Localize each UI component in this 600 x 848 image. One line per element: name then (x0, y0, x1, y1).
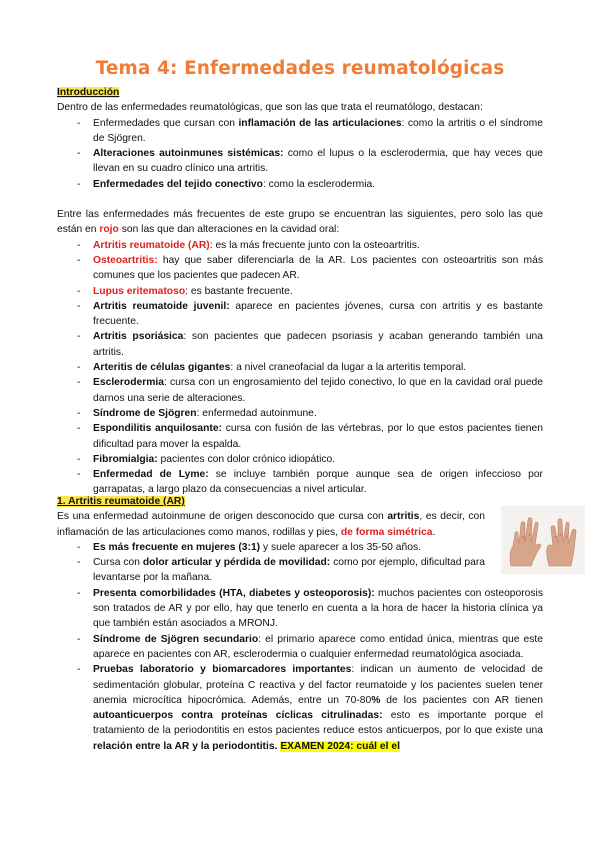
intro-paragraph: Entre las enfermedades más frecuentes de este grupo se encuentran las siguientes, pero solo las que están en rojo son las que dan alteraciones en la cavidad oral: (57, 209, 543, 236)
list-item: - Artritis psoriásica: son pacientes que padecen psoriasis y acaban generando también una artritis. (57, 329, 543, 360)
list-item: - Pruebas laboratorio y biomarcadores importantes: indican un aumento de velocidad de sedimentación globular, proteína C reactiva y del factor reumatoide y los pacientes suelen tener anemia microcítica hipocrómica. Además, entre un 70-80% de los pacientes con AR tienen autoanticuerpos contra proteínas cíclicas citrulinadas: esto es importante porque el tratamiento de la periodontitis en estos pacientes reduce estos anticuerpos, por lo que existe una relación entre la AR y la periodontitis. EXAMEN 2024: cuál el el (57, 662, 543, 754)
list-item: - Fibromialgia: pacientes con dolor crónico idiopático. (57, 452, 543, 467)
intro-section (57, 85, 543, 498)
list-item: - Enfermedad de Lyme: se incluye también porque aunque sea de origen infeccioso por garrapatas, a largo plazo da consecuencias a nivel articular. (57, 467, 543, 498)
disease-list (57, 238, 543, 498)
list-item: - Síndrome de Sjögren: enfermedad autoinmune. (57, 406, 543, 421)
list-item: - Osteoartritis: hay que saber diferenciarla de la AR. Los pacientes con osteoartritis son más comunes que los pacientes que padecen AR. (57, 253, 543, 284)
list-item: - Arteritis de células gigantes: a nivel craneofacial da lugar a la arteritis temporal. (57, 360, 543, 375)
list-item: - Esclerodermia: cursa con un engrosamiento del tejido conectivo, lo que en la cavidad oral puede darnos una serie de alteraciones. (57, 375, 543, 406)
list-item: - Es más frecuente en mujeres (3:1) y suele aparecer a los 35-50 años. (57, 540, 485, 555)
ar-section (57, 494, 543, 754)
list-item: - Artritis reumatoide juvenil: aparece en pacientes jóvenes, cursa con artritis y es bastante frecuente. (57, 299, 543, 330)
intro-heading: Introducción (57, 87, 120, 98)
list-item: - Enfermedades del tejido conectivo: como la esclerodermia. (57, 177, 543, 192)
list-item: - Enfermedades que cursan con inflamación de las articulaciones: como la artritis o el síndrome de Sjögren. (57, 116, 543, 147)
list-item: - Artritis reumatoide (AR): es la más frecuente junto con la osteoartritis. (57, 238, 543, 253)
list-item: - Lupus eritematoso: es bastante frecuente. (57, 284, 543, 299)
list-item: - Espondilitis anquilosante: cursa con fusión de las vértebras, por lo que estos pacientes tienen dificultad para mover la espalda. (57, 421, 543, 452)
list-item: - Cursa con dolor articular y pérdida de movilidad: como por ejemplo, dificultad para levantarse por la mañana. (57, 555, 485, 586)
intro-lead: Dentro de las enfermedades reumatológicas, que son las que trata el reumatólogo, destacan: (57, 102, 483, 114)
list-item: - Presenta comorbilidades (HTA, diabetes y osteoporosis): muchos pacientes con osteoporosis son tratados de AR y por ello, hay que tenerlo en cuenta a la hora de hacer la historia clínica ya que también están asociados a MRONJ. (57, 586, 543, 632)
rheumatoid-hands-image (501, 506, 585, 574)
ar-paragraph: Es una enfermedad autoinmune de origen desconocido que cursa con artritis, es decir, con inflamación de las articulaciones como manos, rodillas y pies, de forma simétrica. (57, 511, 485, 538)
page-title: Tema 4: Enfermedades reumatológicas (95, 58, 505, 79)
ar-heading: 1. Artritis reumatoide (AR) (57, 496, 185, 507)
exam-highlight: EXAMEN 2024: cuál el el (280, 740, 400, 752)
list-item: - Alteraciones autoinmunes sistémicas: como el lupus o la esclerodermia, que hay veces que llevan en su cuadro clínico una artritis. (57, 146, 543, 177)
list-item: - Síndrome de Sjögren secundario: el primario aparece como entidad única, mientras que este aparece en pacientes con AR, esclerodermia o cualquier enfermedad reumatológica asociada. (57, 632, 543, 663)
